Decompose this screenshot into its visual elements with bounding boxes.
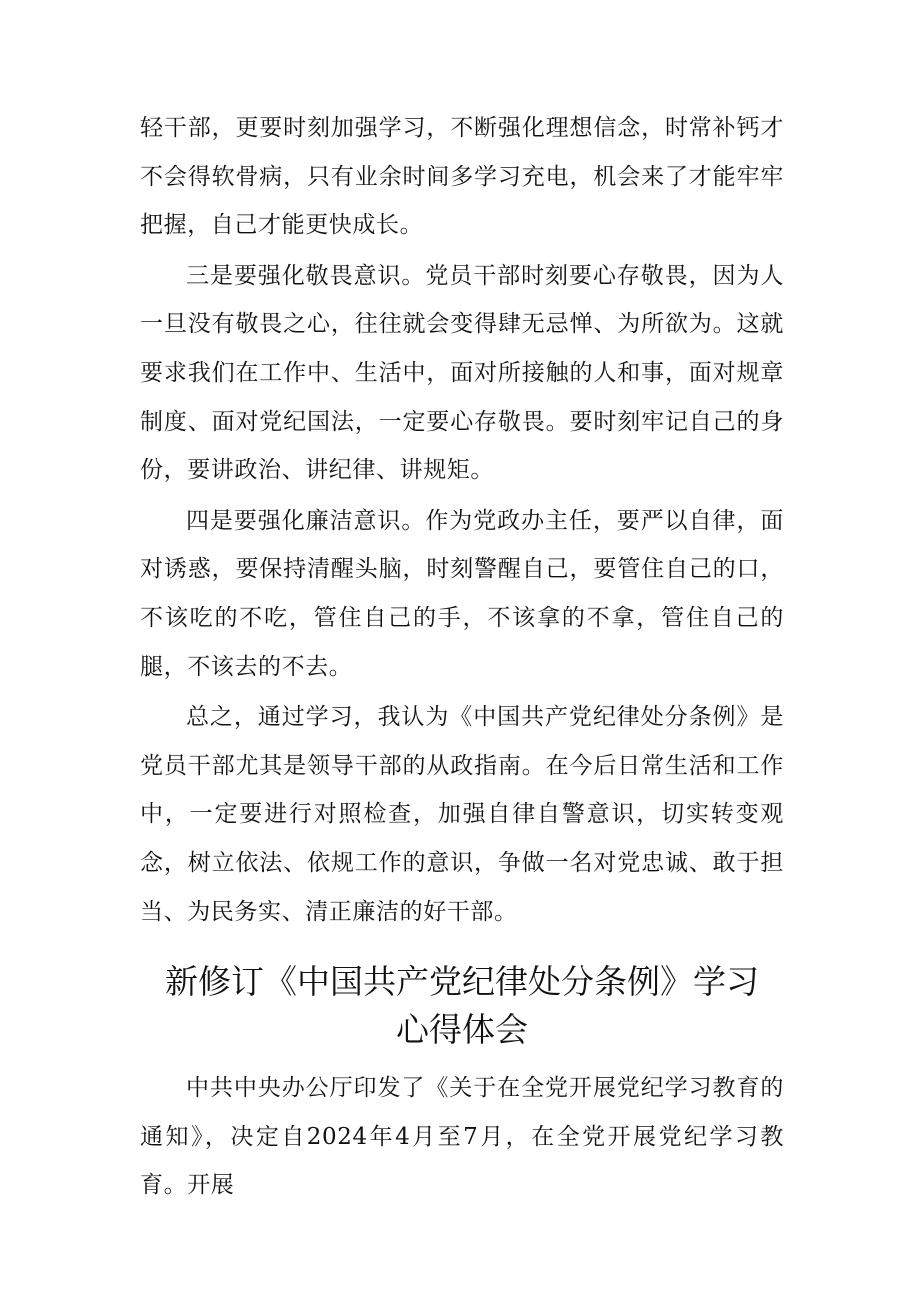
paragraph-intro: 中共中央办公厅印发了《关于在全党开展党纪学习教育的通知》，决定自2024年4月至7月，在全党开展党纪学习教育。开展 [140,1075,784,1199]
section-heading [140,958,784,1054]
section-heading-line-1: 新修订《中国共产党纪律处分条例》学习 [165,962,759,1002]
paragraph-integrity-awareness: 四是要强化廉洁意识。作为党政办主任，要严以自律，面对诱惑，要保持清醒头脑，时刻警醒自己，要管住自己的口，不该吃的不吃，管住自己的手，不该拿的不拿，管住自己的腿，不该去的不去。 [140,507,784,680]
section-heading-line-2: 心得体会 [396,1010,528,1050]
paragraph-continuation: 轻干部，更要时刻加强学习，不断强化理想信念，时常补钙才不会得软骨病，只有业余时间多学习充电，机会来了才能牢牢把握，自己才能更快成长。 [140,115,784,239]
document-body [140,104,784,1212]
paragraph-awe-awareness: 三是要强化敬畏意识。党员干部时刻要心存敬畏，因为人一旦没有敬畏之心，往往就会变得肆无忌惮、为所欲为。这就要求我们在工作中、生活中，面对所接触的人和事，面对规章制度、面对党纪国法，一定要心存敬畏。要时刻牢记自己的身份，要讲政治、讲纪律、讲规矩。 [140,262,784,484]
paragraph-conclusion: 总之，通过学习，我认为《中国共产党纪律处分条例》是党员干部尤其是领导干部的从政指南。在今后日常生活和工作中，一定要进行对照检查，加强自律自警意识，切实转变观念，树立依法、依规工作的意识，争做一名对党忠诚、敢于担当、为民务实、清正廉洁的好干部。 [140,704,784,925]
